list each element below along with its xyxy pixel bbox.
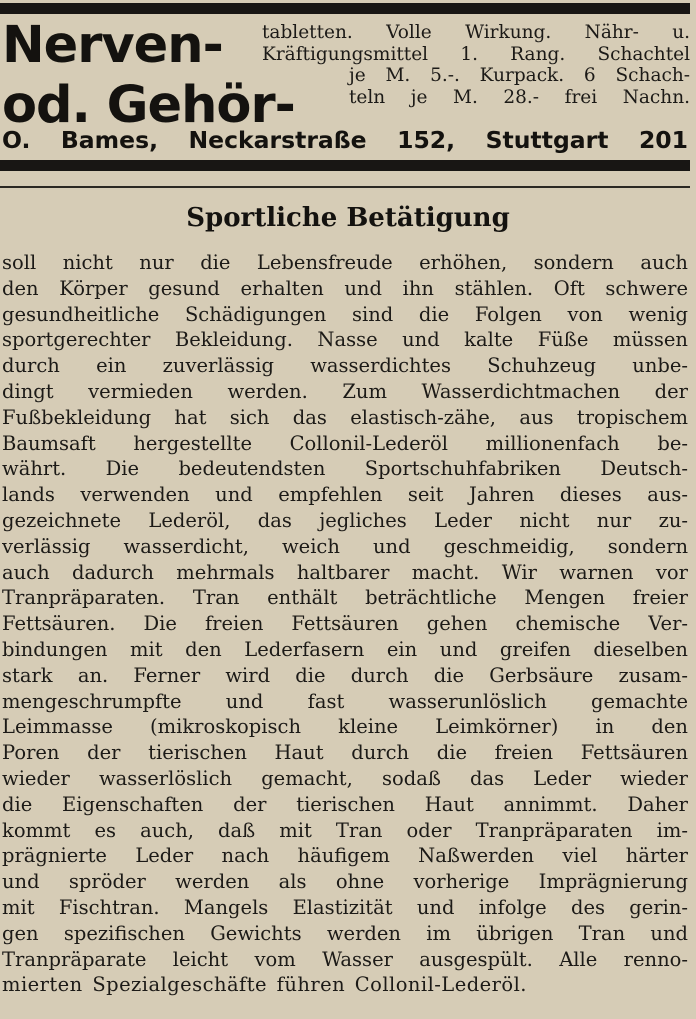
article-line: Leimmasse (mikroskopisch kleine Leimkörner) in den	[2, 715, 688, 739]
article-line: lands verwenden und empfehlen seit Jahren dieses aus-	[2, 483, 688, 507]
article-line: Fußbekleidung hat sich das elastisch-zähe, aus tropischem	[2, 405, 688, 429]
article-line: dingt vermieden werden. Zum Wasserdichtmachen der	[2, 379, 688, 403]
article-line: währt. Die bedeutendsten Sportschuhfabriken Deutsch-	[2, 457, 688, 481]
article-line: stark an. Ferner wird die durch die Gerbsäure zusam-	[2, 663, 688, 687]
section-divider	[0, 186, 690, 188]
article-line: und spröder werden als ohne vorherige Imprägnierung	[2, 870, 688, 894]
article-line: auch dadurch mehrmals haltbarer macht. Wir warnen vor	[2, 560, 688, 584]
article-line: sportgerechter Bekleidung. Nasse und kalte Füße müssen	[2, 328, 688, 352]
ad-description	[262, 22, 690, 108]
article-line: kommt es auch, daß mit Tran oder Tranpräparaten im-	[2, 818, 688, 842]
article-line: gesundheitliche Schädigungen sind die Folgen von wenig	[2, 302, 688, 326]
article-line: mit Fischtran. Mangels Elastizität und infolge des gerin-	[2, 895, 688, 919]
article-line: prägnierte Leder nach häufigem Naßwerden viel härter	[2, 844, 688, 868]
article-line: wieder wasserlöslich gemacht, sodaß das Leder wieder	[2, 766, 688, 790]
article-line: Baumsaft hergestellte Collonil-Lederöl millionenfach be-	[2, 431, 688, 455]
advertisement	[0, 18, 690, 160]
article-line: die Eigenschaften der tierischen Haut annimmt. Daher	[2, 792, 688, 816]
article-line: soll nicht nur die Lebensfreude erhöhen, sondern auch	[2, 251, 688, 274]
ad-text-line: tabletten. Volle Wirkung. Nähr- u.	[262, 22, 690, 43]
article-title: Sportliche Betätigung	[186, 203, 510, 233]
article-line: Tranpräparaten. Tran enthält beträchtliche Mengen freier	[2, 586, 688, 610]
ad-text-line: teln je M. 28.- frei Nachn.	[349, 86, 690, 108]
ad-address: O. Bames, Neckarstraße 152, Stuttgart 201	[2, 126, 688, 154]
article-line: den Körper gesund erhalten und ihn stählen. Oft schwere	[2, 276, 688, 300]
ad-bottom-rule	[0, 160, 690, 171]
article-line: verlässig wasserdicht, weich und geschmeidig, sondern	[2, 534, 688, 558]
article-line: gezeichnete Lederöl, das jegliches Leder nicht nur zu-	[2, 508, 688, 532]
article-line: mengeschrumpfte und fast wasserunlöslich gemachte	[2, 689, 688, 713]
ad-headline-line-1: Nerven-	[2, 16, 223, 75]
article-line: bindungen mit den Lederfasern ein und greifen dieselben	[2, 637, 688, 661]
ad-headline-line-2: od. Gehör-	[2, 76, 295, 135]
article-line: durch ein zuverlässig wasserdichtes Schuhzeug unbe-	[2, 354, 688, 378]
article-line: Poren der tierischen Haut durch die freien Fettsäuren	[2, 741, 688, 765]
article-line: gen spezifischen Gewichts werden im übrigen Tran und	[2, 921, 688, 945]
article-line: mierten Spezialgeschäfte führen Collonil-Lederöl.	[2, 973, 527, 997]
article-line: Tranpräparate leicht vom Wasser ausgespült. Alle renno-	[2, 947, 688, 971]
ad-text-line: Kräftigungsmittel 1. Rang. Schachtel	[262, 43, 690, 65]
article-line: Fettsäuren. Die freien Fettsäuren gehen chemische Ver-	[2, 612, 688, 636]
ad-text-line: je M. 5.-. Kurpack. 6 Schach-	[349, 65, 690, 86]
article-body	[2, 250, 688, 998]
top-rule	[0, 3, 690, 14]
